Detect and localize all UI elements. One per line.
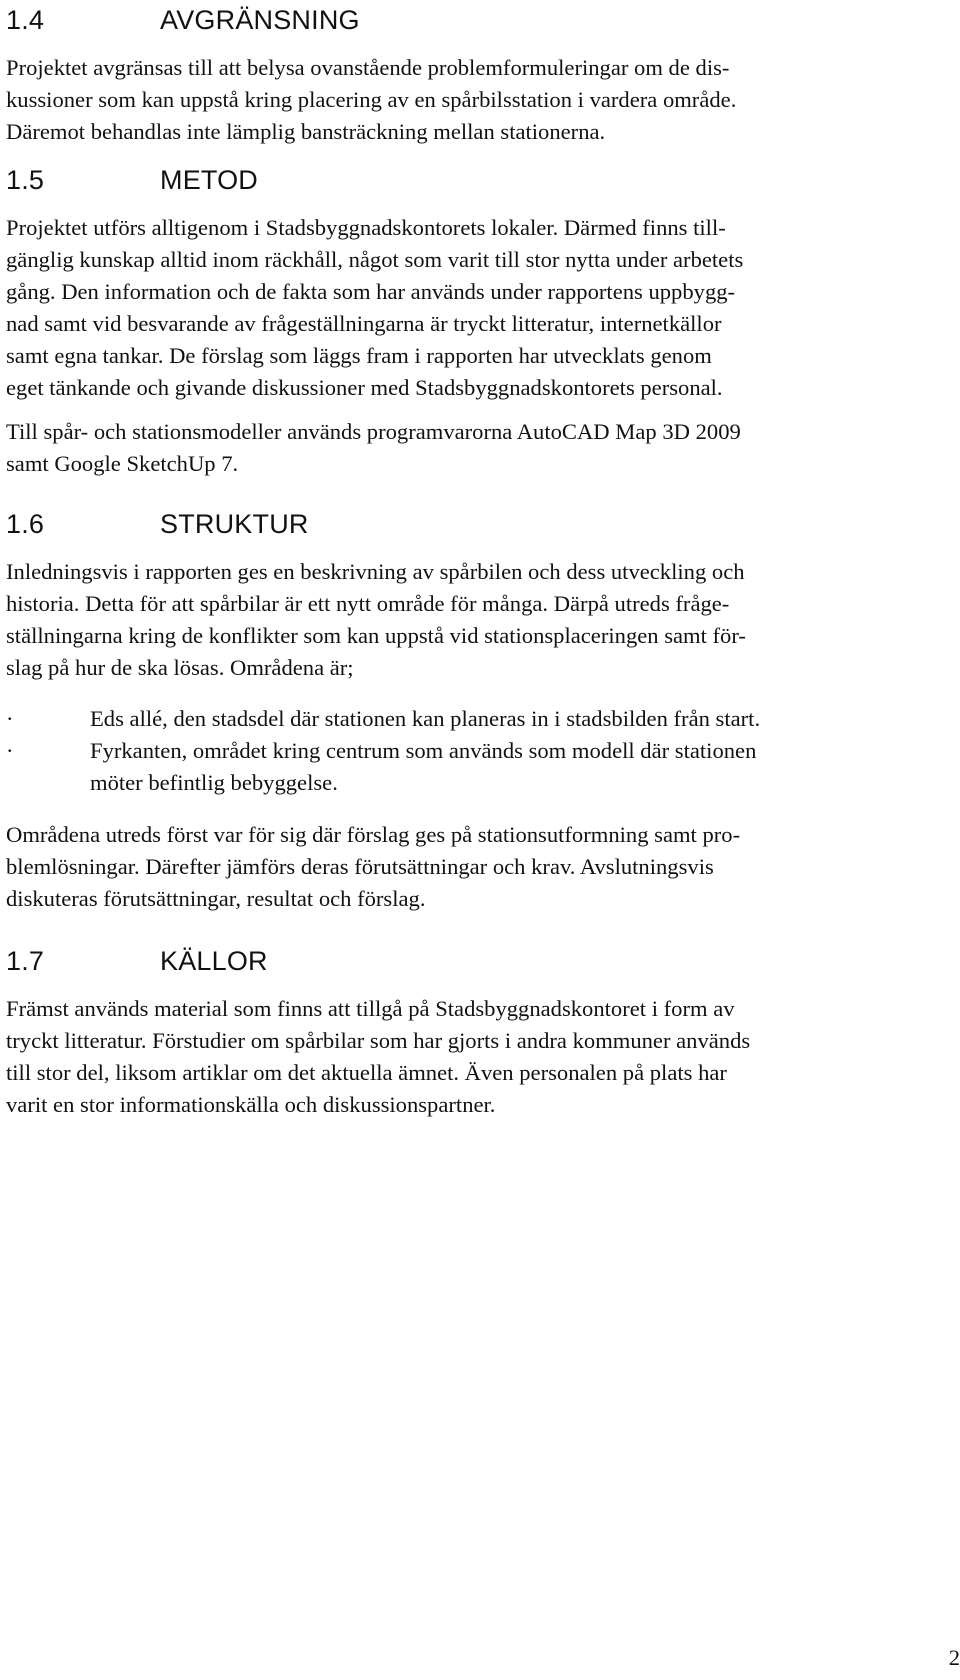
text-line: eget tänkande och givande diskussioner med Stadsbyggnadskontorets personal.: [6, 375, 723, 400]
bullet-icon: ·: [6, 738, 14, 763]
heading-kallor: [6, 941, 948, 981]
text-line: ställningarna kring de konflikter som kan uppstå vid stationsplaceringen samt för-: [6, 623, 746, 648]
heading-metod: [6, 160, 948, 200]
document-page: [6, 0, 948, 1121]
text-line: möter befintlig bebyggelse.: [90, 770, 338, 795]
text-line: slag på hur de ska lösas. Områdena är;: [6, 655, 354, 680]
section-number: 1.5: [6, 165, 45, 195]
text-line: varit en stor informationskälla och diskussionspartner.: [6, 1092, 496, 1117]
text-line: Inledningsvis i rapporten ges en beskrivning av spårbilen och dess utveckling och: [6, 559, 745, 584]
list-item: [6, 735, 948, 799]
areas-list: [6, 703, 948, 799]
section-title: AVGRÄNSNING: [160, 5, 360, 35]
text-line: diskuteras förutsättningar, resultat och förslag.: [6, 886, 426, 911]
section-number: 1.7: [6, 946, 45, 976]
text-line: nad samt vid besvarande av frågeställningarna är tryckt litteratur, internetkällor: [6, 311, 722, 336]
heading-struktur: [6, 504, 948, 544]
text-line: Fyrkanten, området kring centrum som används som modell där stationen: [90, 738, 757, 763]
section-number: 1.6: [6, 509, 45, 539]
text-line: gång. Den information och de fakta som har används under rapportens uppbygg-: [6, 279, 736, 304]
text-line: Områdena utreds först var för sig där förslag ges på stationsutformning samt pro-: [6, 822, 741, 847]
text-line: Däremot behandlas inte lämplig bansträckning mellan stationerna.: [6, 119, 606, 144]
text-line: till stor del, liksom artiklar om det aktuella ämnet. Även personalen på plats har: [6, 1060, 727, 1085]
text-line: tryckt litteratur. Förstudier om spårbilar som har gjorts i andra kommuner används: [6, 1028, 751, 1053]
section-title: STRUKTUR: [160, 509, 309, 539]
text-line: Projektet utförs alltigenom i Stadsbyggnadskontorets lokaler. Därmed finns till-: [6, 215, 726, 240]
section-title: KÄLLOR: [160, 946, 268, 976]
paragraph-struktur-closing: [6, 819, 948, 915]
text-line: Eds allé, den stadsdel där stationen kan planeras in i stadsbilden från start.: [90, 706, 761, 731]
text-line: historia. Detta för att spårbilar är ett nytt område för många. Därpå utreds fråge-: [6, 591, 730, 616]
paragraph-struktur: [6, 556, 948, 684]
section-title: METOD: [160, 165, 259, 195]
text-line: Främst används material som finns att tillgå på Stadsbyggnadskontoret i form av: [6, 996, 735, 1021]
text-line: samt egna tankar. De förslag som läggs fram i rapporten har utvecklats genom: [6, 343, 712, 368]
heading-avgransning: [6, 0, 948, 40]
paragraph-metod: [6, 212, 948, 404]
section-number: 1.4: [6, 5, 45, 35]
page-number: 2: [948, 1645, 960, 1670]
text-line: gänglig kunskap alltid inom räckhåll, något som varit till stor nytta under arbetets: [6, 247, 744, 272]
text-line: blemlösningar. Därefter jämförs deras förutsättningar och krav. Avslutningsvis: [6, 854, 714, 879]
text-line: kussioner som kan uppstå kring placering av en spårbilsstation i vardera område.: [6, 87, 737, 112]
text-line: samt Google SketchUp 7.: [6, 451, 239, 476]
list-item: [6, 703, 948, 735]
paragraph-avgransning: [6, 52, 948, 148]
paragraph-software: [6, 416, 948, 480]
bullet-icon: ·: [6, 706, 14, 731]
text-line: Projektet avgränsas till att belysa ovanstående problemformuleringar om de dis-: [6, 55, 730, 80]
paragraph-kallor: [6, 993, 948, 1121]
text-line: Till spår- och stationsmodeller används programvarorna AutoCAD Map 3D 2009: [6, 419, 741, 444]
